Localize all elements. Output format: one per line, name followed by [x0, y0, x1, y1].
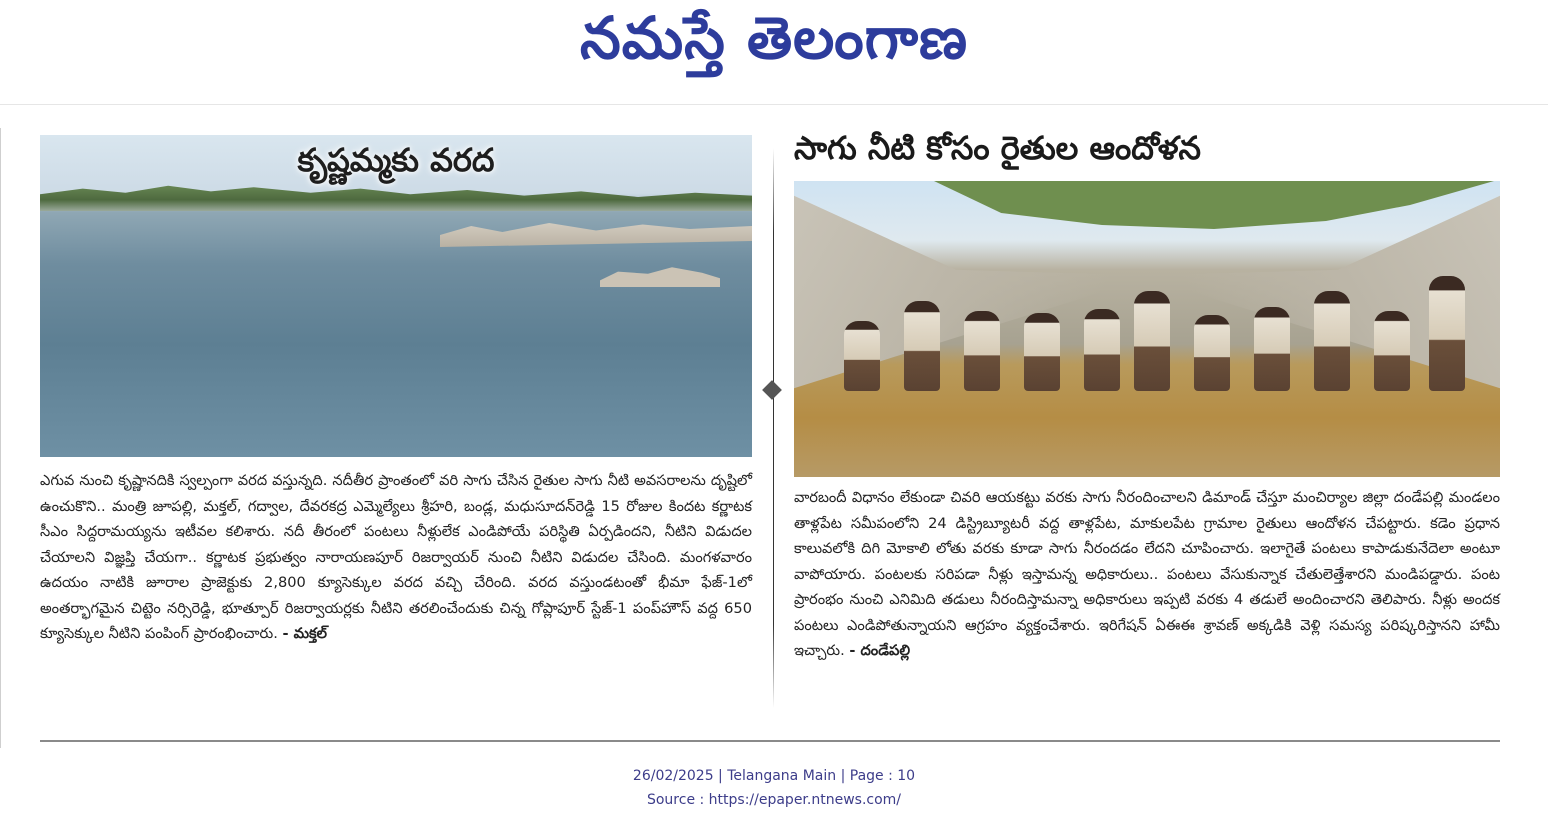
article-farmers-protest — [794, 125, 1500, 720]
photo-rocks — [440, 217, 752, 247]
photo-farmers-group — [834, 261, 1474, 391]
canal-photo — [794, 181, 1500, 477]
top-divider — [0, 104, 1548, 105]
photo-person — [1429, 276, 1465, 391]
column-divider — [773, 148, 774, 708]
photo-person — [1024, 313, 1060, 391]
article-body-text: ఎగువ నుంచి కృష్ణానదికి స్వల్పంగా వరద వస్తున్నది. నదీతీర ప్రాంతంలో వరి సాగు చేసిన రైతుల సాగు నీటి అవసరాలను దృష్టిలో ఉంచుకొని.. మంత్రి జూపల్లి, మక్తల్, గద్వాల, దేవరకద్ర ఎమ్మెల్యేలు శ్రీహరి, బండ్ల, మధుసూదన్‌రెడ్డి 15 రోజుల కిందట కర్ణాటక సీఎం సిద్దరామయ్యను ఇటీవల కలిశారు. నదీ తీరంలో పంటలు నీళ్లులేక ఎండిపోయే పరిస్థితి ఏర్పడిందని, నీటిని విడుదల చేయాలని విజ్ఞప్తి చేయగా.. కర్ణాటక ప్రభుత్వం నారాయణపూర్ రిజర్వాయర్ నుంచి నీటిని విడుదల చేసింది. మంగళవారం ఉదయం నాటికి జూరాల ప్రాజెక్టుకు 2,800 క్యూసెక్కుల వరద వచ్చి చేరింది. వరద వస్తుండటంతో భీమా ఫేజ్-1లో అంతర్భాగమైన చిట్టెం నర్సిరెడ్డి, భూత్పూర్ రిజర్వాయర్లకు నీటిని తరలించేందుకు చిన్న గోప్లాపూర్ స్టేజ్-1 పంప్‌హౌస్ వద్ద 650 క్యూసెక్కుల నీటిని పంపింగ్ ప్రారంభించారు. — [40, 472, 752, 642]
bottom-divider — [40, 740, 1500, 742]
article-credit: - దండేపల్లి — [849, 642, 911, 659]
footer-source-link[interactable]: Source : https://epaper.ntnews.com/ — [646, 792, 902, 808]
article-body — [794, 485, 1500, 720]
river-photo — [40, 135, 752, 457]
masthead — [0, 0, 1548, 80]
footer-publication-info: 26/02/2025 | Telangana Main | Page : 10 — [632, 768, 916, 784]
photo-person — [1134, 291, 1170, 391]
photo-person — [964, 311, 1000, 391]
photo-person — [1314, 291, 1350, 391]
newspaper-logo: నమస్తే తెలంగాణ — [580, 4, 968, 72]
photo-person — [904, 301, 940, 391]
photo-person — [844, 321, 880, 391]
article-headline: కృష్ణమ్మకు వరద — [297, 141, 495, 179]
photo-treeline — [40, 183, 752, 211]
photo-person — [1084, 309, 1120, 391]
article-body — [40, 468, 752, 713]
article-credit: - మక్తల్ — [282, 625, 328, 642]
diamond-ornament-icon — [762, 380, 782, 400]
page-edge — [0, 128, 1, 748]
article-krishna-flood — [40, 135, 752, 715]
photo-person — [1254, 307, 1290, 391]
article-headline: సాగు నీటి కోసం రైతుల ఆందోళన — [794, 129, 1201, 167]
photo-person — [1374, 311, 1410, 391]
photo-person — [1194, 315, 1230, 391]
page-footer — [0, 764, 1548, 812]
photo-rocks-small — [600, 265, 720, 287]
article-body-text: వారబందీ విధానం లేకుండా చివరి ఆయకట్టు వరకు సాగు నీరందించాలని డిమాండ్ చేస్తూ మంచిర్యాల జిల్లా దండేపల్లి మండలం తాళ్లపేట సమీపంలోని 24 డిస్ట్రిబ్యూటరీ వద్ద తాళ్లపేట, మాకులపేట గ్రామాల రైతులు ఆందోళన చేపట్టారు. కడెం ప్రధాన కాలువలోకి దిగి మోకాలి లోతు వరకు కూడా సాగు నీరందడం లేదని చూపించారు. ఇలాగైతే పంటలు కాపాడుకునేదెలా అంటూ వాపోయారు. పంటలకు సరిపడా నీళ్లు ఇస్తామన్న అధికారులు.. పంటలు వేసుకున్నాక చేతులెత్తేశారని మండిపడ్డారు. పంట ప్రారంభం నుంచి ఎనిమిది తడులు నీరందిస్తామన్నా అధికారులు ఇప్పటి వరకు 4 తడులే అందించారని తెలిపారు. నీళ్లు అందక పంటలు ఎండిపోతున్నాయని ఆగ్రహం వ్యక్తంచేశారు. ఇరిగేషన్ ఏఈఈ శ్రావణ్ అక్కడికి వెళ్లి సమస్య పరిష్కరిస్తానని హామీ ఇచ్చారు. — [794, 489, 1500, 659]
